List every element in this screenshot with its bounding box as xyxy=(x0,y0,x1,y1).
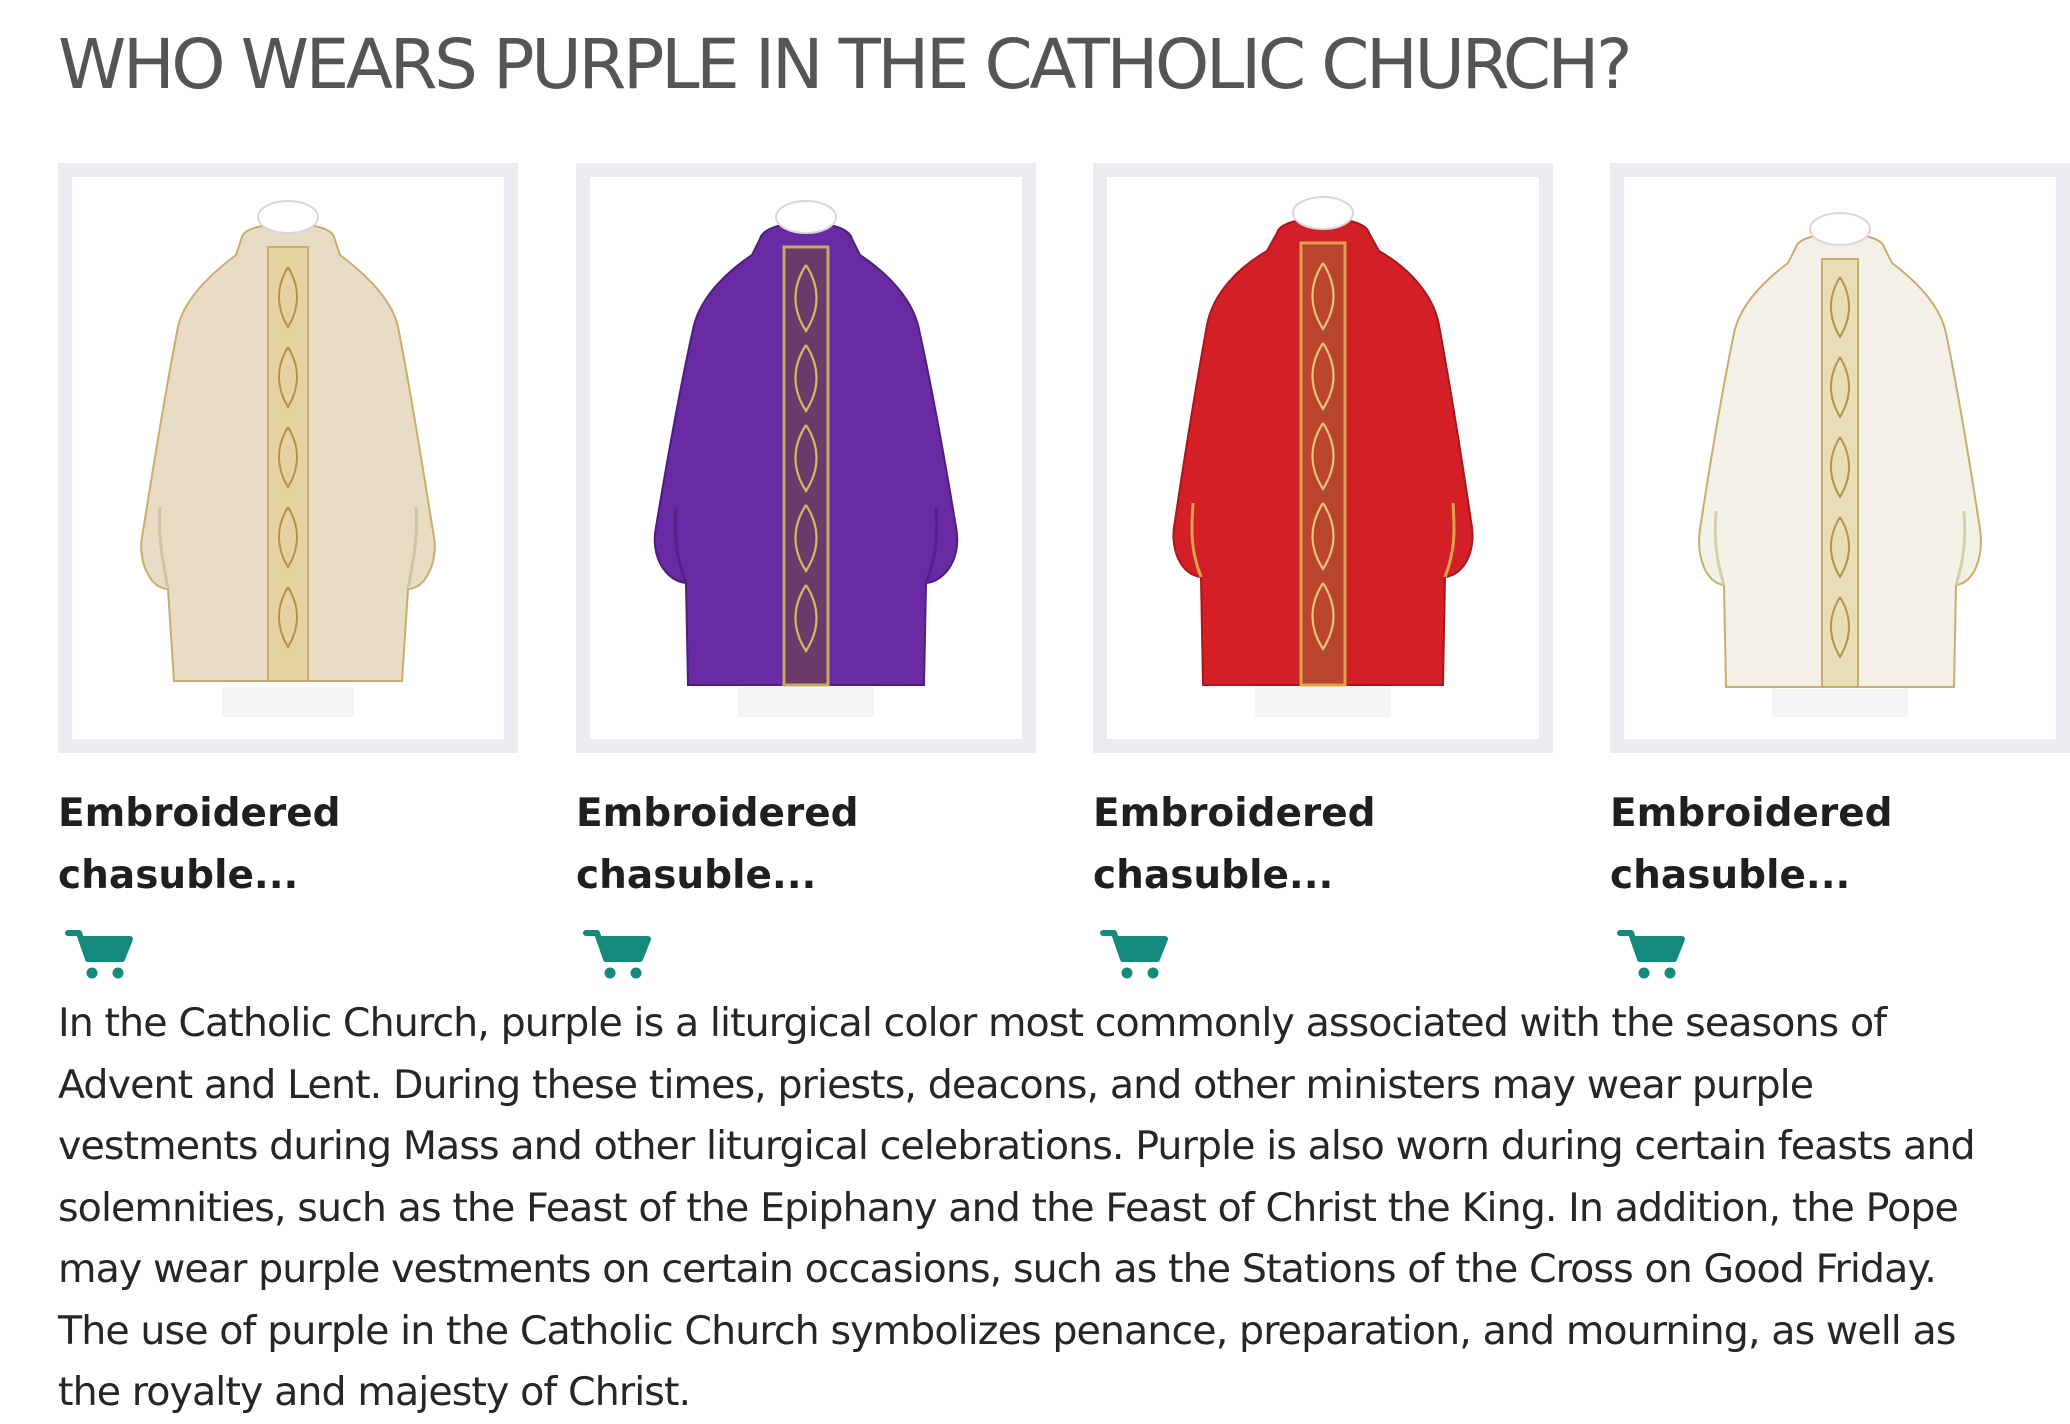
product-title-link[interactable] xyxy=(576,783,1016,907)
shopping-cart-icon xyxy=(66,927,132,981)
chasuble-image xyxy=(72,177,504,739)
product-image-link[interactable] xyxy=(1610,163,2070,753)
product-title-link[interactable] xyxy=(1610,783,2050,907)
product-title-link[interactable] xyxy=(58,783,498,907)
product-title-link[interactable] xyxy=(1093,783,1533,907)
shopping-cart-icon xyxy=(1101,927,1167,981)
shopping-cart-icon xyxy=(1618,927,1684,981)
product-title-line: chasuble... xyxy=(58,853,299,898)
add-to-cart-button[interactable] xyxy=(66,927,132,981)
product-title-line: Embroidered xyxy=(1610,791,1893,836)
product-carousel xyxy=(58,163,2019,1003)
chasuble-image xyxy=(590,177,1022,739)
product-title-line: Embroidered xyxy=(58,791,341,836)
product-title-line: chasuble... xyxy=(1610,853,1851,898)
product-title-line: chasuble... xyxy=(1093,853,1334,898)
add-to-cart-button[interactable] xyxy=(1618,927,1684,981)
shopping-cart-icon xyxy=(584,927,650,981)
product-image-link[interactable] xyxy=(1093,163,1553,753)
chasuble-image xyxy=(1107,177,1539,739)
product-title-line: Embroidered xyxy=(1093,791,1376,836)
page-title: WHO WEARS PURPLE IN THE CATHOLIC CHURCH? xyxy=(58,25,1630,105)
product-image-link[interactable] xyxy=(58,163,518,753)
product-title-line: chasuble... xyxy=(576,853,817,898)
add-to-cart-button[interactable] xyxy=(584,927,650,981)
add-to-cart-button[interactable] xyxy=(1101,927,1167,981)
article-paragraph: In the Catholic Church, purple is a liturgical color most commonly associated with the seasons of Advent and Lent. During these times, priests, deacons, and other ministers may wear purple vestments during Mass and other liturgical celebrations. Purple is also worn during certain feasts and solemnities, such as the Feast of the Epiphany and the Feast of Christ the King. In addition, the Pope may wear purple vestments on certain occasions, such as the Stations of the Cross on Good Friday. The use of purple in the Catholic Church symbolizes penance, preparation, and mourning, as well as the royalty and majesty of Christ. xyxy=(58,1000,1975,1415)
product-image-link[interactable] xyxy=(576,163,1036,753)
product-title-line: Embroidered xyxy=(576,791,859,836)
chasuble-image xyxy=(1624,177,2056,739)
